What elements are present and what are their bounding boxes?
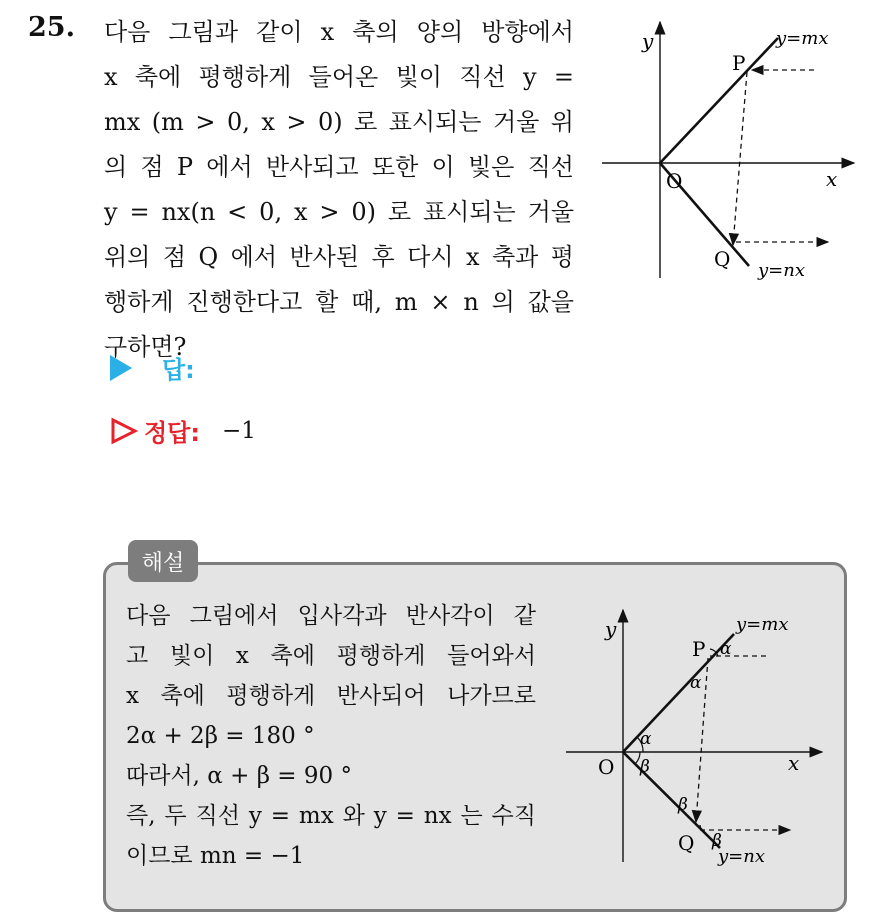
correct-answer-value: −1 bbox=[221, 417, 256, 444]
outline-triangle-icon bbox=[110, 417, 138, 445]
line-m-label: y=mx bbox=[736, 614, 789, 635]
correct-answer-row bbox=[110, 413, 256, 448]
alpha-label: α bbox=[720, 639, 732, 659]
x-axis-label: x bbox=[826, 167, 838, 191]
solution-line: 고 빛이 x 축에 평행하게 들어와서 bbox=[126, 643, 536, 669]
answer-label: 답: bbox=[162, 356, 195, 384]
origin-label: O bbox=[666, 169, 683, 193]
solution-line: 이므로 mn = −1 bbox=[126, 843, 305, 869]
mirror-line-m bbox=[660, 38, 778, 163]
question-line: 행하게 진행한다고 할 때, m × n 의 값을 bbox=[104, 288, 574, 316]
question-number: 25. bbox=[28, 12, 75, 43]
point-p-label: P bbox=[732, 51, 746, 75]
point-q-label: Q bbox=[678, 831, 695, 855]
beta-label: β bbox=[678, 795, 688, 815]
question-line: 의 점 P 에서 반사되고 또한 이 빛은 직선 bbox=[104, 153, 574, 181]
y-axis-label: y bbox=[605, 617, 617, 641]
alpha-label: α bbox=[640, 729, 652, 749]
question-line: y = nx(n < 0, x > 0) 로 표시되는 거울 bbox=[104, 198, 574, 226]
solution-tag: 해설 bbox=[128, 540, 198, 582]
solution-line: 즉, 두 직선 y = mx 와 y = nx 는 수직 bbox=[126, 803, 536, 829]
point-p-label: P bbox=[692, 637, 706, 661]
solution-figure bbox=[560, 600, 832, 872]
question-line: 구하면? bbox=[104, 333, 187, 361]
line-m-label: y=mx bbox=[776, 28, 829, 49]
question-line: mx (m > 0, x > 0) 로 표시되는 거울 위 bbox=[104, 108, 574, 136]
solution-line: x 축에 평행하게 반사되어 나가므로 bbox=[126, 683, 536, 709]
solution-text bbox=[126, 596, 536, 876]
question-figure bbox=[596, 8, 868, 298]
line-n-label: y=nx bbox=[758, 260, 805, 281]
question-line: 다음 그림과 같이 x 축의 양의 방향에서 bbox=[104, 18, 574, 46]
reflected-ray bbox=[733, 72, 747, 245]
solution-line: 따라서, α + β = 90 ° bbox=[126, 763, 352, 789]
question-text bbox=[104, 10, 574, 370]
line-n-label: y=nx bbox=[718, 846, 765, 867]
question-line: x 축에 평행하게 들어온 빛이 직선 y = bbox=[104, 63, 574, 91]
beta-label: β bbox=[712, 831, 722, 851]
solution-line: 2α + 2β = 180 ° bbox=[126, 723, 315, 749]
x-axis-label: x bbox=[788, 751, 800, 775]
question-line: 위의 점 Q 에서 반사된 후 다시 x 축과 평 bbox=[104, 243, 574, 271]
solution-line: 다음 그림에서 입사각과 반사각이 같 bbox=[126, 603, 536, 629]
beta-label: β bbox=[640, 757, 650, 777]
play-arrow-icon bbox=[110, 355, 132, 381]
origin-label: O bbox=[598, 755, 615, 779]
point-q-label: Q bbox=[714, 247, 731, 271]
y-axis-label: y bbox=[642, 29, 654, 53]
mirror-line-n bbox=[623, 752, 720, 848]
answer-row bbox=[110, 350, 195, 385]
correct-answer-label: 정답: bbox=[144, 419, 200, 447]
alpha-label: α bbox=[690, 673, 702, 693]
